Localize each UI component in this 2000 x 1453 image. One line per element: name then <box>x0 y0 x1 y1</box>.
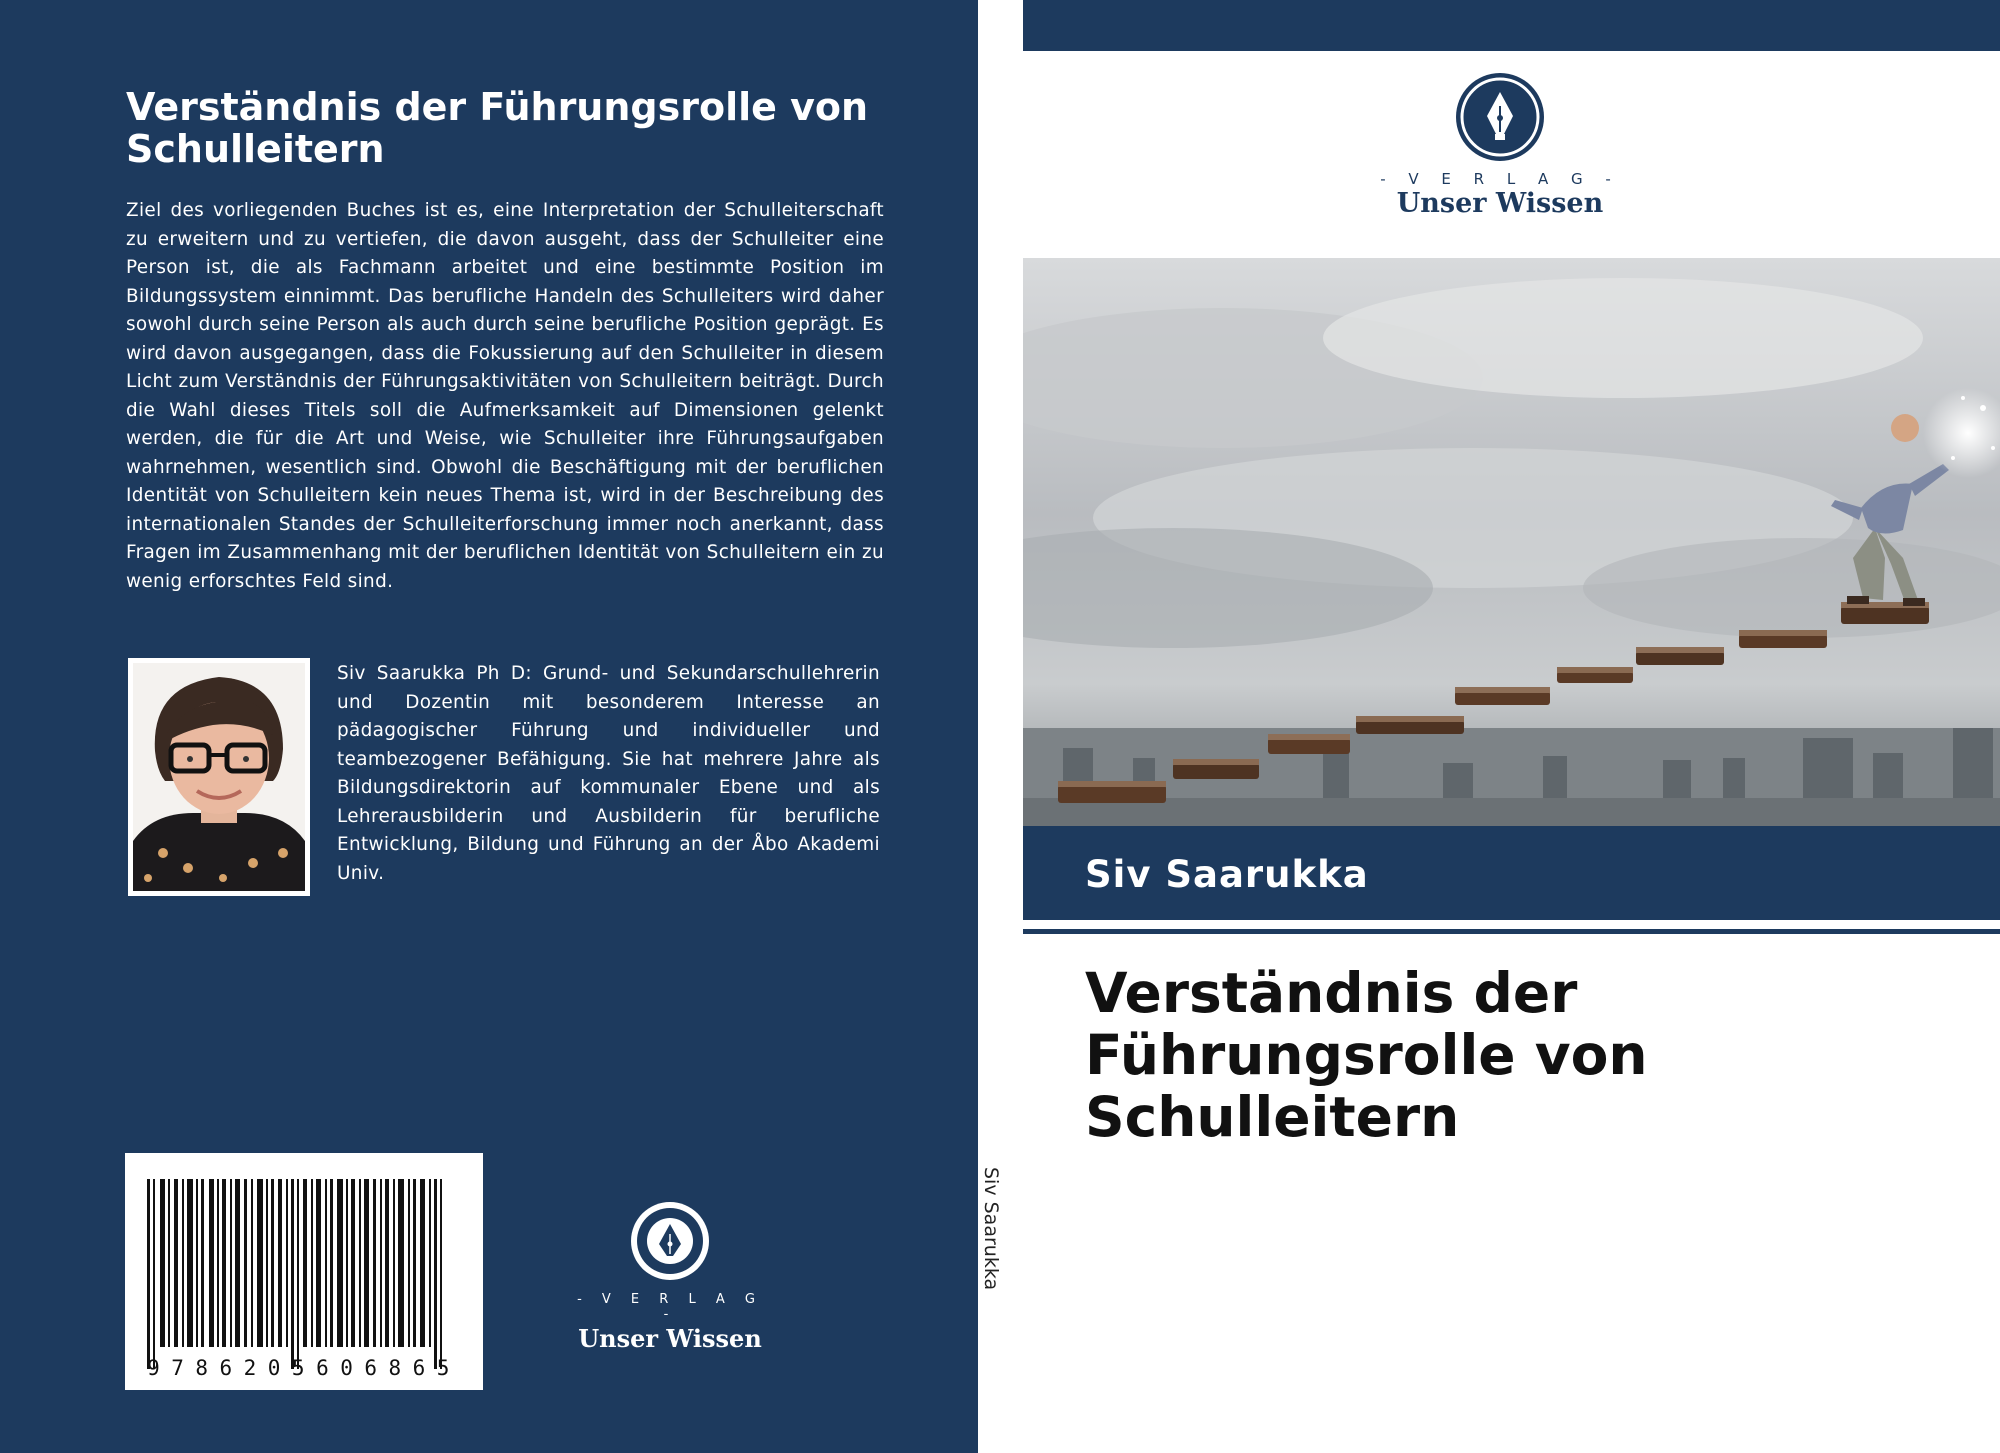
fountain-pen-nib-icon <box>629 1200 711 1282</box>
front-author-name: Siv Saarukka <box>1085 853 1369 896</box>
back-publisher-logo <box>570 1200 770 1353</box>
isbn-number: 9786205606865 <box>147 1356 461 1380</box>
front-divider <box>1023 929 2000 934</box>
front-cover-title: Verständnis der Führungsrolle von Schulleitern <box>1085 961 1648 1149</box>
front-publisher-name: Unser Wissen <box>1396 188 1604 219</box>
barcode <box>125 1153 483 1390</box>
author-photo <box>128 658 310 896</box>
front-author-band <box>1023 826 2000 920</box>
back-cover-title: Verständnis der Führungsrolle von Schulleitern <box>126 85 869 171</box>
cover-photo <box>1023 258 2000 826</box>
author-bio: Siv Saarukka Ph D: Grund- und Sekundarschullehrerin und Dozentin mit besonderem Interesse an pädagogischer Führung und individueller und teambezogener Befähigung. Sie hat mehrere Jahre als Bildungsdirektorin auf kommunaler Ebene und als Lehrerausbilderin und Ausbilderin für berufliche Entwicklung, Bildung und Führung an der Åbo Akademi Univ. <box>337 663 880 884</box>
back-cover <box>0 0 978 1453</box>
front-top-bar <box>1023 0 2000 51</box>
spine-author: Siv Saarukka <box>980 1167 1002 1291</box>
author-portrait <box>133 663 305 891</box>
back-cover-blurb: Ziel des vorliegenden Buches ist es, eine Interpretation der Schulleiterschaft zu erweitern und zu vertiefen, die davon ausgeht, dass der Schulleiter eine Person ist, die als Fachmann arbeitet und eine bestimmte Position im Bildungssystem einnimmt. Das berufliche Handeln des Schulleiters wird daher sowohl durch seine Person als auch durch seine berufliche Position geprägt. Es wird davon ausgegangen, dass die Fokussierung auf den Schulleiter in diesem Licht zum Verständnis der Führungsaktivitäten von Schulleitern beiträgt. Durch die Wahl dieses Titels soll die Aufmerksamkeit auf Dimensionen gelenkt werden, die für die Art und Weise, wie Schulleiter ihre Führungsaufgaben wahrnehmen, wesentlich sind. Obwohl die Beschäftigung mit der beruflichen Identität von Schulleitern kein neues Thema ist, wird in der Beschreibung des internationalen Standes der Schulleiterforschung immer noch anerkannt, dass Fragen im Zusammenhang mit der beruflichen Identität von Schulleitern ein zu wenig erforschtes Feld sind. <box>126 200 884 592</box>
back-publisher-name: Unser Wissen <box>578 1324 762 1353</box>
back-verlag-label: - V E R L A G - <box>577 1292 763 1322</box>
isbn-barcode <box>125 1153 483 1390</box>
fountain-pen-nib-icon <box>1455 72 1545 162</box>
front-publisher-logo <box>1380 72 1620 222</box>
staircase-of-books-photo <box>1023 258 2000 826</box>
front-verlag-label: - V E R L A G - <box>1380 170 1620 188</box>
